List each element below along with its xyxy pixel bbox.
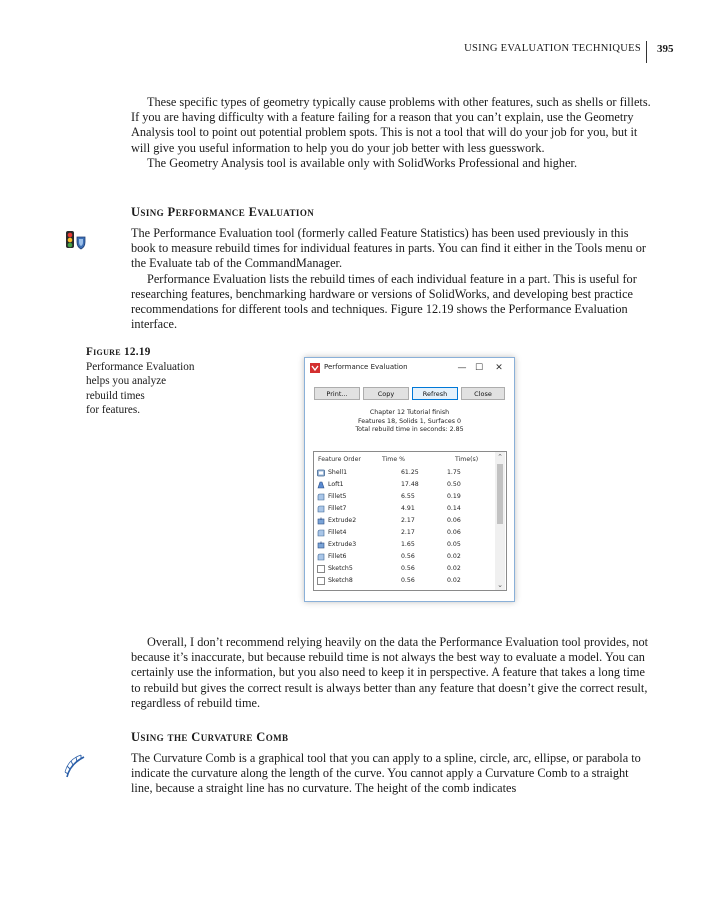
caption-line: Performance Evaluation <box>86 360 195 373</box>
extrude-icon <box>317 541 325 549</box>
table-row[interactable] <box>314 551 494 563</box>
solidworks-app-icon <box>310 363 320 373</box>
caption-line: rebuild times <box>86 389 145 402</box>
fillet-icon <box>317 553 325 561</box>
time-percent: 1.65 <box>401 541 415 548</box>
table-row[interactable] <box>314 479 494 491</box>
fillet-icon <box>317 529 325 537</box>
loft-icon <box>317 481 325 489</box>
performance-evaluation-heading: Using Performance Evaluation <box>131 205 315 219</box>
overall-paragraph-text: Overall, I don’t recommend relying heavily on the data the Performance Evaluation tool provides, not because it’s inaccurate, but because rebuild time is not always the best way to evaluate a model. You can certainly use the information, but you also need to keep it in perspective. A feature that takes a long time to rebuild but gives the correct result is always better than any feature that doesn’t give the correct result, regardless of rebuild time. <box>131 635 649 710</box>
list-scrollbar[interactable] <box>495 452 505 590</box>
dialog-titlebar[interactable] <box>305 358 514 378</box>
close-window-button[interactable]: ✕ <box>495 363 503 373</box>
table-row[interactable] <box>314 539 494 551</box>
time-seconds: 0.02 <box>447 577 461 584</box>
maximize-button[interactable]: ☐ <box>474 363 484 373</box>
feature-name: Fillet7 <box>328 505 347 512</box>
overall-paragraph <box>131 635 653 711</box>
time-seconds: 0.19 <box>447 493 461 500</box>
scroll-down-icon[interactable]: ⌄ <box>497 581 503 589</box>
performance-paragraph-2: Performance Evaluation lists the rebuild times of each individual feature in a part. This is useful for researching features, benchmarking hardware or versions of SolidWorks, and developing best practice recommendations for different tools and techniques. Figure 12.19 shows the Performance Evaluation interface. <box>131 271 637 332</box>
print-button[interactable]: Print... <box>314 387 360 400</box>
fillet-icon <box>317 505 325 513</box>
refresh-button[interactable]: Refresh <box>412 387 458 400</box>
feature-name: Loft1 <box>328 481 344 488</box>
copy-button[interactable]: Copy <box>363 387 409 400</box>
intro-paragraph <box>131 95 653 171</box>
dialog-title: Performance Evaluation <box>324 363 408 371</box>
time-percent: 0.56 <box>401 553 415 560</box>
table-row[interactable] <box>314 527 494 539</box>
time-percent: 6.55 <box>401 493 415 500</box>
page-number: 395 <box>657 43 674 55</box>
feature-counts: Features 18, Solids 1, Surfaces 0 <box>357 417 461 425</box>
intro-paragraph-2: The Geometry Analysis tool is available only with SolidWorks Professional and higher. <box>147 155 578 170</box>
time-seconds: 0.14 <box>447 505 461 512</box>
feature-name: Extrude2 <box>328 517 357 524</box>
performance-evaluation-dialog <box>304 357 515 602</box>
time-seconds: 1.75 <box>447 469 461 476</box>
header-divider <box>646 41 647 63</box>
time-seconds: 0.06 <box>447 517 461 524</box>
time-seconds: 0.05 <box>447 541 461 548</box>
time-percent: 2.17 <box>401 517 415 524</box>
figure-caption <box>86 345 216 418</box>
minimize-button[interactable]: — <box>457 363 467 373</box>
part-name: Chapter 12 Tutorial finish <box>369 409 450 416</box>
extrude-icon <box>317 517 325 525</box>
time-percent: 17.48 <box>401 481 419 488</box>
table-row[interactable] <box>314 563 494 575</box>
caption-line: helps you analyze <box>86 375 167 387</box>
time-seconds: 0.02 <box>447 553 461 560</box>
feature-name: Fillet5 <box>328 493 347 500</box>
performance-paragraph <box>131 226 653 332</box>
time-percent: 2.17 <box>401 529 415 536</box>
scroll-up-icon[interactable]: ⌃ <box>497 453 503 461</box>
time-seconds: 0.50 <box>447 481 461 488</box>
feature-name: Sketch8 <box>328 577 353 584</box>
close-button[interactable]: Close <box>461 387 505 400</box>
figure-label: Figure 12.19 <box>86 346 151 358</box>
feature-list[interactable] <box>313 451 507 591</box>
column-header-percent[interactable]: Time % <box>382 456 405 463</box>
curvature-paragraph <box>131 751 653 797</box>
time-percent: 0.56 <box>401 565 415 572</box>
performance-paragraph-1: The Performance Evaluation tool (formerly called Feature Statistics) has been used previously in this book to measure rebuild times for individual features in parts. You can find it either in the Tools menu or the Evaluate tab of the CommandManager. <box>131 226 646 271</box>
traffic-light-icon <box>65 230 87 250</box>
shell-icon <box>317 469 325 477</box>
table-row[interactable] <box>314 491 494 503</box>
intro-paragraph-1: These specific types of geometry typically cause problems with other features, such as shells or fillets. If you are having difficulty with a feature failing for a reason that you can’t explain, use the Geometry Analysis tool to point out potential problem spots. This is not a tool that will do your job for you, but it will give you useful information to help you do your job better with less guesswork. <box>131 95 651 155</box>
feature-name: Extrude3 <box>328 541 357 548</box>
section-title: USING EVALUATION TECHNIQUES <box>464 43 641 54</box>
time-percent: 61.25 <box>401 469 419 476</box>
running-header <box>0 41 717 65</box>
table-row[interactable] <box>314 467 494 479</box>
time-seconds: 0.02 <box>447 565 461 572</box>
time-percent: 0.56 <box>401 577 415 584</box>
feature-name: Fillet6 <box>328 553 347 560</box>
table-row[interactable] <box>314 575 494 587</box>
curvature-comb-icon <box>64 754 88 780</box>
scroll-thumb[interactable] <box>497 464 503 524</box>
sketch-icon <box>317 577 325 585</box>
feature-name: Shell1 <box>328 469 348 476</box>
fillet-icon <box>317 493 325 501</box>
feature-name: Sketch5 <box>328 565 353 572</box>
time-percent: 4.91 <box>401 505 415 512</box>
sketch-icon <box>317 565 325 573</box>
caption-line: for features. <box>86 404 141 416</box>
curvature-comb-heading: Using the Curvature Comb <box>131 730 289 744</box>
column-header-feature[interactable]: Feature Order <box>318 456 361 463</box>
feature-name: Fillet4 <box>328 529 347 536</box>
table-row[interactable] <box>314 503 494 515</box>
total-rebuild-time: Total rebuild time in seconds: 2.85 <box>355 426 464 433</box>
rebuild-summary <box>305 409 514 435</box>
time-seconds: 0.06 <box>447 529 461 536</box>
curvature-paragraph-text: The Curvature Comb is a graphical tool that you can apply to a spline, circle, arc, ellipse, or parabola to indicate the curvature along the length of the curve. You cannot apply a Curvature Comb to a straight line, because a straight line has no curvature. The height of the comb indicates <box>131 751 641 796</box>
column-header-time[interactable]: Time(s) <box>455 456 479 463</box>
table-row[interactable] <box>314 515 494 527</box>
